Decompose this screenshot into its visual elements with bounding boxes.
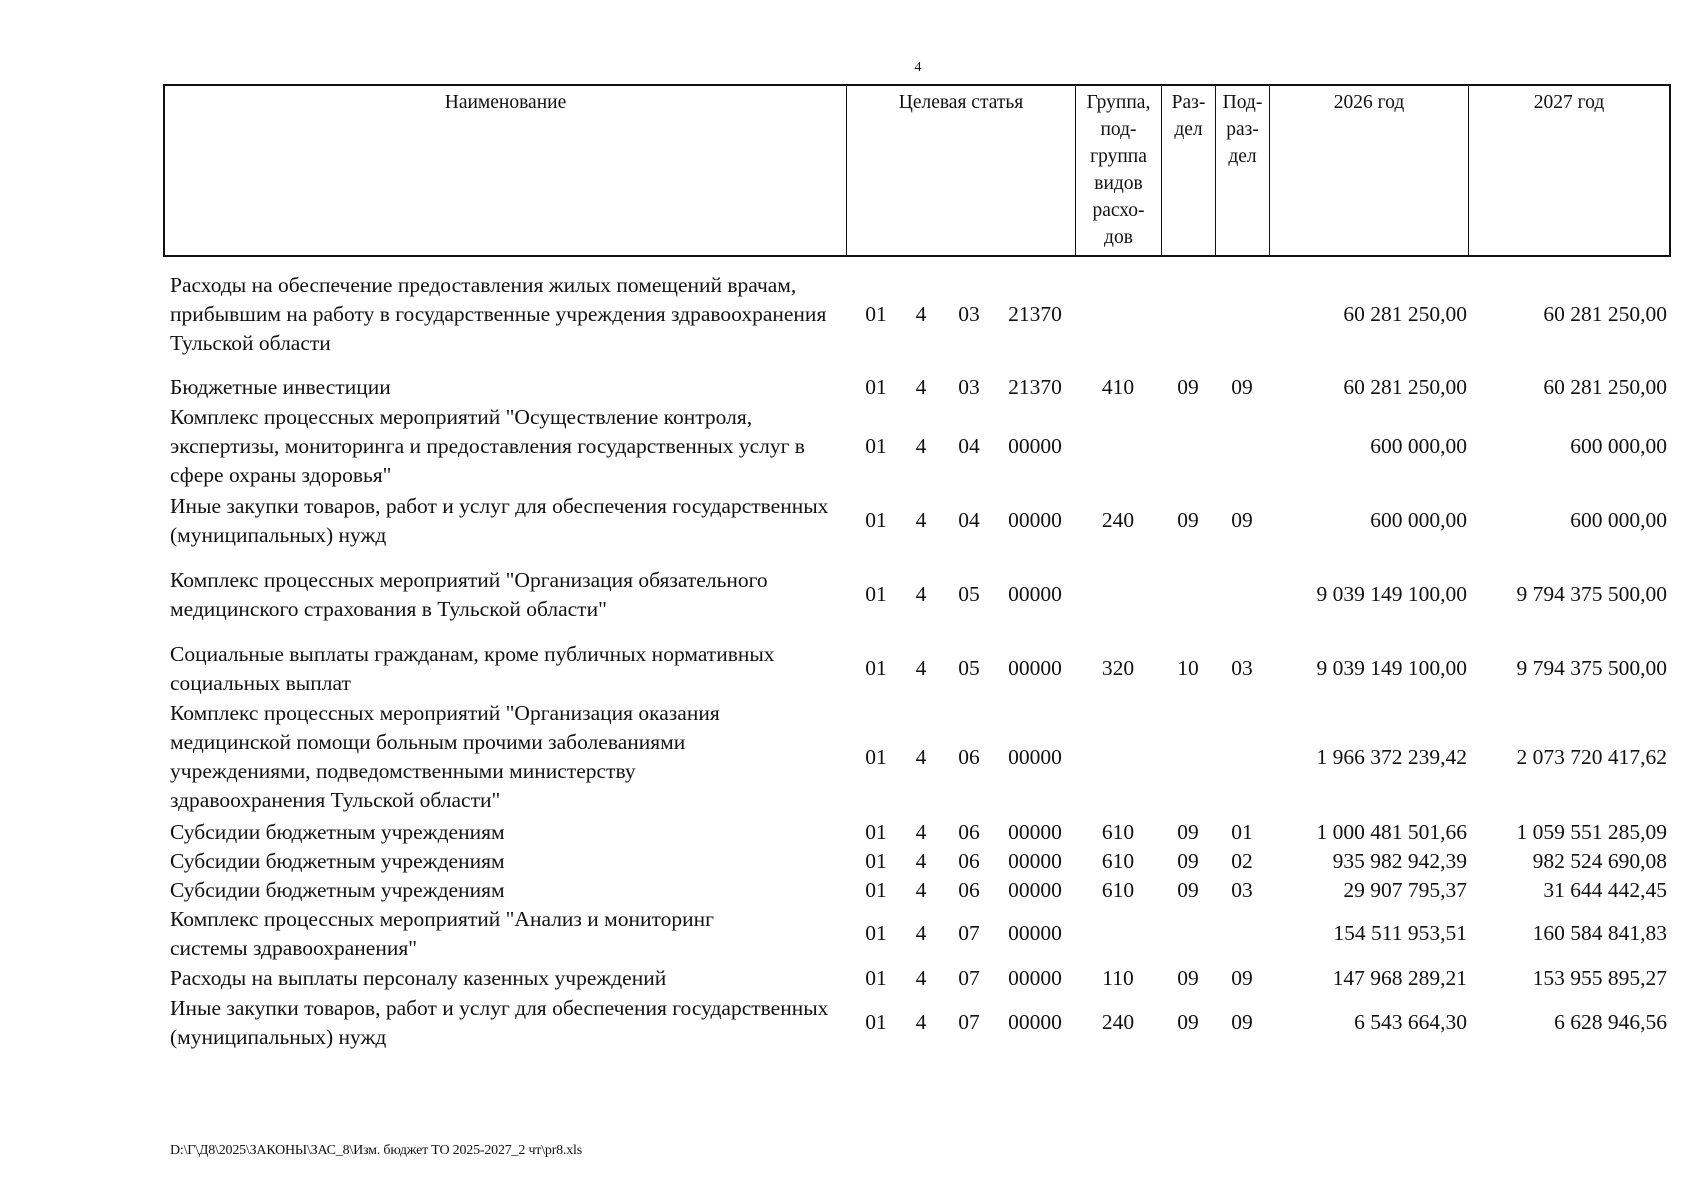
code-2: 4 (915, 966, 927, 990)
code-2: 4 (915, 302, 927, 326)
code-1: 01 (865, 921, 887, 945)
code-2: 4 (915, 921, 927, 945)
code-1: 01 (865, 849, 887, 873)
section: 09 (1177, 878, 1199, 902)
code-1: 01 (865, 966, 887, 990)
code-3: 05 (958, 656, 980, 680)
subsection: 03 (1231, 878, 1253, 902)
code-2: 4 (915, 849, 927, 873)
expense-group: 610 (1101, 820, 1135, 844)
code-1: 01 (865, 375, 887, 399)
code-1: 01 (865, 302, 887, 326)
code-4: 00000 (1008, 582, 1062, 606)
amount-2027: 9 794 375 500,00 (1516, 582, 1667, 606)
amount-2026: 147 968 289,21 (1332, 966, 1467, 990)
code-2: 4 (915, 878, 927, 902)
code-4: 21370 (1008, 302, 1062, 326)
row-name: Субсидии бюджетным учреждениям (170, 820, 505, 844)
code-4: 00000 (1008, 921, 1062, 945)
section: 09 (1177, 849, 1199, 873)
row-name: Комплекс процессных мероприятий "Анализ и мониторинг системы здравоохранения" (170, 907, 714, 960)
code-3: 06 (958, 745, 980, 769)
subsection: 02 (1231, 849, 1253, 873)
code-4: 00000 (1008, 820, 1062, 844)
code-2: 4 (915, 1010, 927, 1034)
section: 09 (1177, 966, 1199, 990)
amount-2026: 9 039 149 100,00 (1316, 582, 1467, 606)
subsection: 09 (1231, 966, 1253, 990)
section: 09 (1177, 375, 1199, 399)
code-2: 4 (915, 656, 927, 680)
code-2: 4 (915, 582, 927, 606)
section: 09 (1177, 820, 1199, 844)
header-year-2027: 2027 год (1533, 92, 1605, 113)
subsection: 03 (1231, 656, 1253, 680)
row-name: Расходы на обеспечение предоставления жилых помещений врачам, прибывшим на работу в государственные учреждения здравоохранения Тульской области (170, 273, 827, 355)
amount-2026: 60 281 250,00 (1343, 375, 1467, 399)
header-name: Наименование (165, 86, 847, 255)
expense-group: 110 (1102, 966, 1134, 990)
code-1: 01 (865, 508, 887, 532)
row-name: Бюджетные инвестиции (170, 375, 391, 399)
code-3: 04 (958, 434, 980, 458)
amount-2026: 154 511 953,51 (1333, 921, 1467, 945)
subsection: 09 (1231, 375, 1253, 399)
code-4: 00000 (1008, 878, 1062, 902)
amount-2026: 1 000 481 501,66 (1316, 820, 1467, 844)
code-2: 4 (915, 745, 927, 769)
amount-2027: 2 073 720 417,62 (1516, 745, 1667, 769)
expense-group: 240 (1101, 508, 1135, 532)
code-3: 03 (958, 302, 980, 326)
amount-2026: 600 000,00 (1370, 434, 1467, 458)
amount-2027: 9 794 375 500,00 (1516, 656, 1667, 680)
file-path-footer: D:\Г\Д8\2025\ЗАКОНЫ\ЗАС_8\Изм. бюджет ТО 2025-2027_2 чт\pr8.xls (170, 1143, 582, 1158)
code-1: 01 (865, 434, 887, 458)
expense-group: 610 (1101, 878, 1135, 902)
row-name: Расходы на выплаты персоналу казенных учреждений (170, 966, 667, 990)
header-section: Раз- дел (1162, 86, 1216, 255)
code-3: 05 (958, 582, 980, 606)
code-4: 21370 (1008, 375, 1062, 399)
amount-2027: 6 628 946,56 (1554, 1010, 1667, 1034)
code-4: 00000 (1008, 434, 1062, 458)
header-subsection: Под- раз- дел (1216, 86, 1270, 255)
amount-2027: 600 000,00 (1570, 434, 1667, 458)
code-2: 4 (915, 820, 927, 844)
code-4: 00000 (1008, 966, 1062, 990)
code-4: 00000 (1008, 508, 1062, 532)
row-name: Социальные выплаты гражданам, кроме публичных нормативных социальных выплат (170, 642, 775, 695)
code-4: 00000 (1008, 656, 1062, 680)
code-1: 01 (865, 656, 887, 680)
row-name: Иные закупки товаров, работ и услуг для обеспечения государственных (муниципальных) нужд (170, 494, 829, 547)
code-2: 4 (915, 434, 927, 458)
code-4: 00000 (1008, 1010, 1062, 1034)
amount-2026: 6 543 664,30 (1354, 1010, 1467, 1034)
table-header (163, 84, 1671, 257)
amount-2026: 600 000,00 (1370, 508, 1467, 532)
code-4: 00000 (1008, 745, 1062, 769)
code-1: 01 (865, 820, 887, 844)
row-name: Иные закупки товаров, работ и услуг для обеспечения государственных (муниципальных) нужд (170, 996, 829, 1049)
amount-2027: 600 000,00 (1570, 508, 1667, 532)
code-3: 06 (958, 849, 980, 873)
section: 10 (1177, 656, 1199, 680)
code-1: 01 (865, 1010, 887, 1034)
code-3: 06 (958, 820, 980, 844)
code-3: 07 (958, 921, 980, 945)
code-3: 04 (958, 508, 980, 532)
amount-2027: 31 644 442,45 (1543, 878, 1667, 902)
row-name: Субсидии бюджетным учреждениям (170, 878, 505, 902)
expense-group: 320 (1101, 656, 1135, 680)
amount-2026: 1 966 372 239,42 (1316, 745, 1467, 769)
amount-2027: 982 524 690,08 (1532, 849, 1667, 873)
code-2: 4 (915, 508, 927, 532)
code-2: 4 (915, 375, 927, 399)
amount-2026: 935 982 942,39 (1332, 849, 1467, 873)
code-4: 00000 (1008, 849, 1062, 873)
row-name: Комплекс процессных мероприятий "Организация обязательного медицинского страхования в Тульской области" (170, 568, 768, 621)
page-number: 4 (914, 60, 922, 75)
code-1: 01 (865, 878, 887, 902)
expense-group: 410 (1101, 375, 1135, 399)
amount-2026: 9 039 149 100,00 (1316, 656, 1467, 680)
subsection: 09 (1231, 1010, 1253, 1034)
amount-2027: 1 059 551 285,09 (1516, 820, 1667, 844)
amount-2027: 60 281 250,00 (1543, 375, 1667, 399)
row-name: Комплекс процессных мероприятий "Организация оказания медицинской помощи больным прочими заболеваниями учреждениями, подведомственными министерству здравоохранения Тульской области" (170, 701, 720, 812)
header-target-article: Целевая статья (847, 86, 1076, 255)
expense-group: 610 (1101, 849, 1135, 873)
header-year-2026: 2026 год (1270, 86, 1469, 255)
subsection: 09 (1231, 508, 1253, 532)
code-1: 01 (865, 745, 887, 769)
amount-2027: 153 955 895,27 (1532, 966, 1667, 990)
amount-2026: 29 907 795,37 (1343, 878, 1467, 902)
code-3: 03 (958, 375, 980, 399)
header-expense-group: Группа, под- группа видов расхо- дов (1076, 86, 1162, 255)
subsection: 01 (1231, 820, 1253, 844)
code-1: 01 (865, 582, 887, 606)
row-name: Комплекс процессных мероприятий "Осуществление контроля, экспертизы, мониторинга и предоставления государственных услуг в сфере охраны здоровья" (170, 405, 805, 487)
section: 09 (1177, 508, 1199, 532)
code-3: 07 (958, 1010, 980, 1034)
expense-group: 240 (1101, 1010, 1135, 1034)
amount-2027: 160 584 841,83 (1532, 921, 1667, 945)
amount-2026: 60 281 250,00 (1343, 302, 1467, 326)
row-name: Субсидии бюджетным учреждениям (170, 849, 505, 873)
code-3: 06 (958, 878, 980, 902)
section: 09 (1177, 1010, 1199, 1034)
amount-2027: 60 281 250,00 (1543, 302, 1667, 326)
code-3: 07 (958, 966, 980, 990)
